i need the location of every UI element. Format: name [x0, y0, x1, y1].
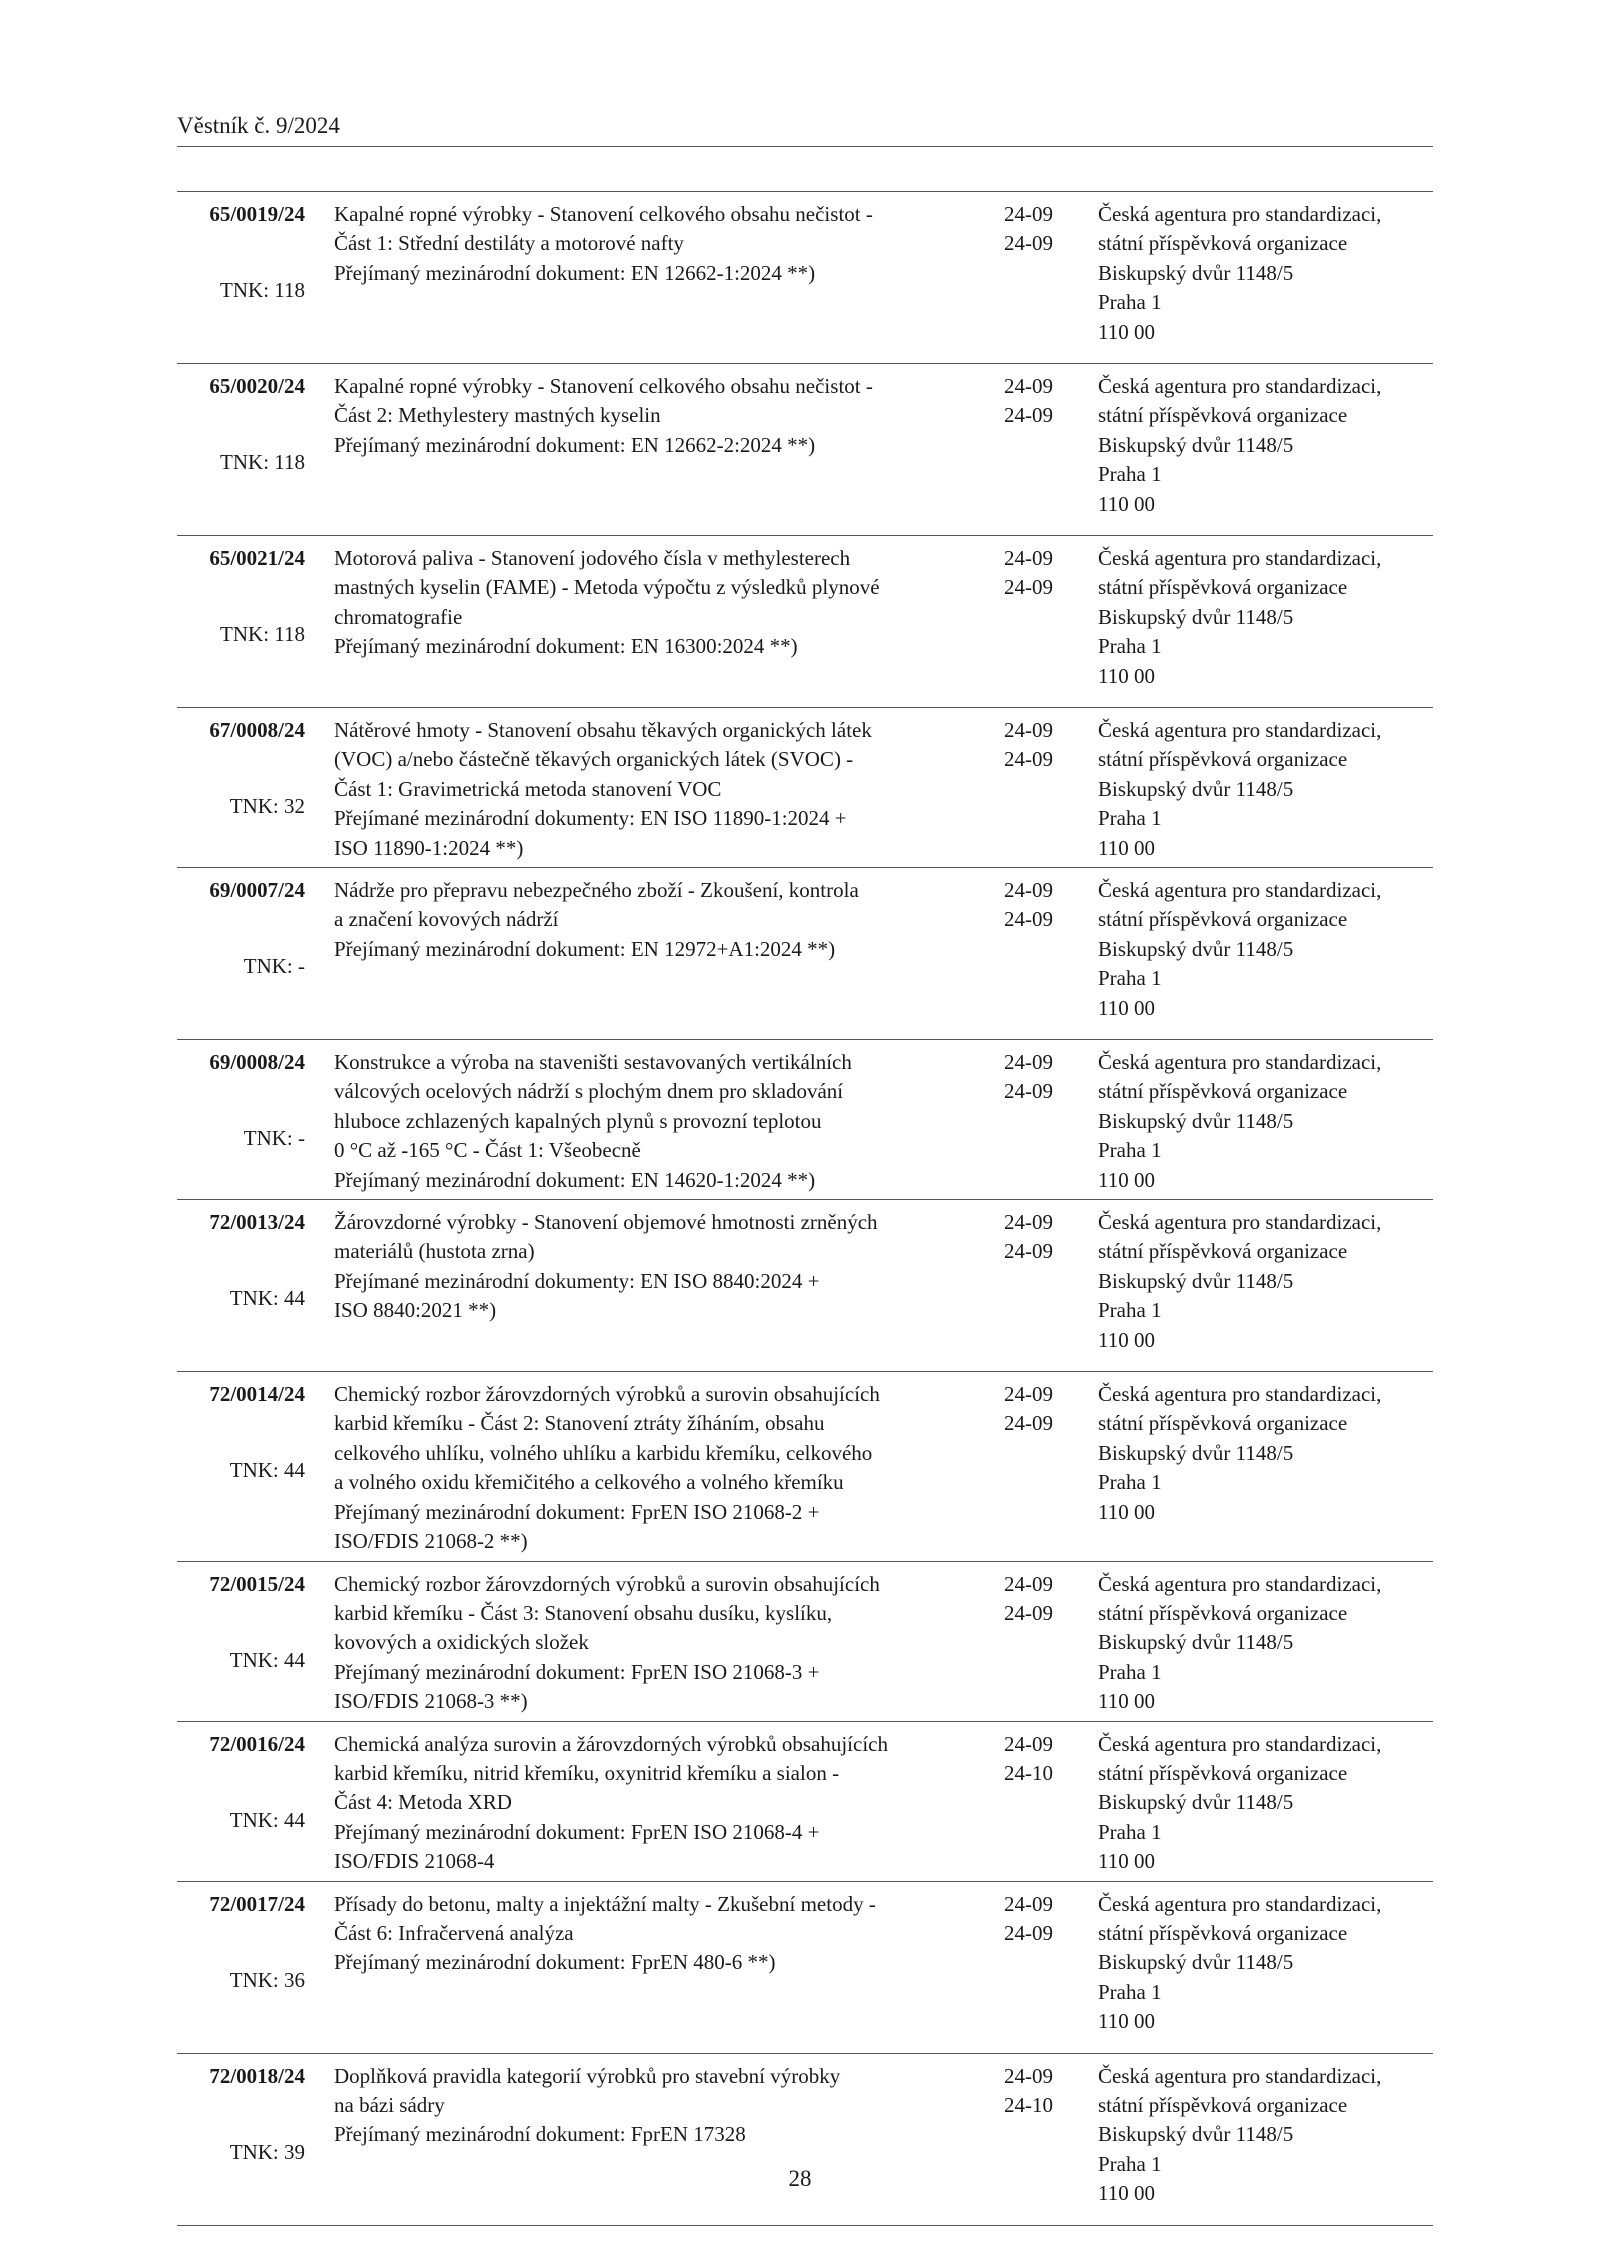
table-row — [177, 364, 1433, 536]
description-line: Část 1: Střední destiláty a motorové nafty — [334, 231, 684, 256]
tnk-label: TNK: 32 — [229, 794, 305, 819]
address-line: 110 00 — [1098, 2009, 1155, 2034]
row-identifier — [177, 200, 305, 306]
date-codes — [1004, 2062, 1079, 2121]
address-line: Česká agentura pro standardizaci, — [1098, 374, 1382, 398]
description-line: Přejímaný mezinárodní dokument: FprEN 17328 — [334, 2122, 746, 2147]
table-row — [177, 1882, 1433, 2054]
publisher-address — [1098, 372, 1433, 519]
address-line: Praha 1 — [1098, 2151, 1162, 2176]
date-code: 24-09 — [1004, 1411, 1053, 1436]
address-line: Česká agentura pro standardizaci, — [1098, 1050, 1382, 1075]
description-line: Přejímaný mezinárodní dokument: EN 14620-1:2024 **) — [334, 1167, 816, 1192]
address-line: Česká agentura pro standardizaci, — [1098, 2063, 1382, 2088]
date-code: 24-09 — [1004, 747, 1053, 772]
address-line: Biskupský dvůr 1148/5 — [1098, 776, 1294, 801]
description-line: Část 2: Methylestery mastných kyselin — [334, 403, 661, 428]
address-line: Biskupský dvůr 1148/5 — [1098, 1440, 1294, 1465]
description-line: a volného oxidu křemičitého a celkového a volného křemíku — [334, 1470, 844, 1495]
date-codes — [1004, 1730, 1079, 1789]
address-line: 110 00 — [1098, 995, 1155, 1020]
address-line: Biskupský dvůr 1148/5 — [1098, 936, 1294, 961]
address-line: státní příspěvková organizace — [1098, 403, 1348, 428]
tnk-label: TNK: 44 — [229, 1647, 305, 1672]
date-code: 24-09 — [1004, 546, 1053, 570]
table-row — [177, 868, 1433, 1040]
standard-description — [334, 1048, 989, 1195]
row-identifier — [177, 716, 305, 822]
row-identifier — [177, 1208, 305, 1314]
address-line: 110 00 — [1098, 1499, 1155, 1524]
tnk-label: TNK: 36 — [229, 1967, 305, 1992]
date-code: 24-09 — [1004, 1079, 1053, 1104]
date-code: 24-09 — [1004, 718, 1053, 742]
standard-number: 65/0020/24 — [209, 374, 305, 398]
standard-description — [334, 876, 989, 964]
address-line: Biskupský dvůr 1148/5 — [1098, 1108, 1294, 1133]
tnk-label: TNK: 39 — [229, 2139, 305, 2164]
date-code: 24-09 — [1004, 1920, 1053, 1945]
publisher-address — [1098, 1890, 1433, 2037]
address-line: Biskupský dvůr 1148/5 — [1098, 604, 1294, 629]
address-line: Praha 1 — [1098, 1979, 1162, 2004]
address-line: státní příspěvková organizace — [1098, 1079, 1348, 1104]
tnk-label: TNK: - — [243, 1126, 305, 1151]
address-line: 110 00 — [1098, 491, 1155, 516]
description-line: ISO/FDIS 21068-4 — [334, 1849, 495, 1874]
tnk-label: TNK: 118 — [220, 622, 305, 647]
table-row — [177, 2054, 1433, 2226]
description-line: Přejímané mezinárodní dokumenty: EN ISO 8840:2024 + — [334, 1268, 820, 1293]
tnk-label: TNK: 44 — [229, 1458, 305, 1483]
address-line: Praha 1 — [1098, 290, 1162, 315]
description-line: karbid křemíku, nitrid křemíku, oxynitrid křemíku a sialon - — [334, 1760, 840, 1785]
date-codes — [1004, 1570, 1079, 1629]
date-code: 24-10 — [1004, 1760, 1053, 1785]
description-line: Přísady do betonu, malty a injektážní malty - Zkušební metody - — [334, 1891, 876, 1916]
date-code: 24-09 — [1004, 907, 1053, 932]
date-codes — [1004, 1890, 1079, 1949]
row-identifier — [177, 2062, 305, 2168]
standard-number: 72/0018/24 — [209, 2063, 305, 2088]
description-line: kovových a oxidických složek — [334, 1630, 589, 1655]
description-line: Přejímaný mezinárodní dokument: FprEN ISO 21068-4 + — [334, 1819, 820, 1844]
standard-description — [334, 1380, 989, 1556]
address-line: 110 00 — [1098, 2181, 1155, 2206]
address-line: Česká agentura pro standardizaci, — [1098, 878, 1382, 903]
publisher-address — [1098, 1570, 1433, 1717]
address-line: Praha 1 — [1098, 1138, 1162, 1163]
address-line: státní příspěvková organizace — [1098, 1411, 1348, 1436]
publisher-address — [1098, 1380, 1433, 1527]
date-codes — [1004, 544, 1079, 603]
table-row — [177, 1562, 1433, 1722]
standard-description — [334, 1730, 989, 1877]
description-line: Kapalné ropné výrobky - Stanovení celkového obsahu nečistot - — [334, 374, 873, 398]
description-line: a značení kovových nádrží — [334, 907, 559, 932]
table-row — [177, 1372, 1433, 1561]
address-line: státní příspěvková organizace — [1098, 2092, 1348, 2117]
publisher-address — [1098, 1208, 1433, 1355]
address-line: 110 00 — [1098, 835, 1155, 860]
date-code: 24-09 — [1004, 1891, 1053, 1916]
description-line: hluboce zchlazených kapalných plynů s provozní teplotou — [334, 1108, 822, 1133]
standard-description — [334, 1208, 989, 1326]
address-line: Biskupský dvůr 1148/5 — [1098, 2122, 1294, 2147]
standard-description — [334, 1890, 989, 1978]
description-line: Chemická analýza surovin a žárovzdorných výrobků obsahujících — [334, 1731, 888, 1756]
description-line: Chemický rozbor žárovzdorných výrobků a surovin obsahujících — [334, 1571, 880, 1596]
address-line: Praha 1 — [1098, 806, 1162, 831]
description-line: Přejímaný mezinárodní dokument: EN 16300:2024 **) — [334, 634, 798, 659]
description-line: celkového uhlíku, volného uhlíku a karbidu křemíku, celkového — [334, 1440, 873, 1465]
row-identifier — [177, 372, 305, 478]
table-row — [177, 1722, 1433, 1882]
address-line: Biskupský dvůr 1148/5 — [1098, 1790, 1294, 1815]
address-line: 110 00 — [1098, 319, 1155, 344]
address-line: státní příspěvková organizace — [1098, 1239, 1348, 1264]
publisher-address — [1098, 1048, 1433, 1195]
standard-description — [334, 544, 989, 662]
address-line: Biskupský dvůr 1148/5 — [1098, 1950, 1294, 1975]
date-code: 24-09 — [1004, 403, 1053, 428]
address-line: Biskupský dvůr 1148/5 — [1098, 1630, 1294, 1655]
table-row — [177, 192, 1433, 364]
address-line: Česká agentura pro standardizaci, — [1098, 718, 1382, 742]
date-code: 24-09 — [1004, 1571, 1053, 1596]
description-line: Přejímaný mezinárodní dokument: FprEN ISO 21068-2 + — [334, 1499, 820, 1524]
description-line: Přejímaný mezinárodní dokument: EN 12662-2:2024 **) — [334, 432, 816, 457]
description-line: Doplňková pravidla kategorií výrobků pro stavební výrobky — [334, 2063, 841, 2088]
tnk-label: TNK: 44 — [229, 1286, 305, 1311]
address-line: 110 00 — [1098, 663, 1155, 688]
publisher-address — [1098, 716, 1433, 863]
standard-number: 72/0014/24 — [209, 1382, 305, 1407]
description-line: ISO/FDIS 21068-3 **) — [334, 1689, 528, 1714]
standard-number: 67/0008/24 — [209, 718, 305, 742]
table-row — [177, 708, 1433, 868]
address-line: Česká agentura pro standardizaci, — [1098, 1382, 1382, 1407]
description-line: 0 °C až -165 °C - Část 1: Všeobecně — [334, 1138, 641, 1163]
row-identifier — [177, 1570, 305, 1676]
row-identifier — [177, 544, 305, 650]
description-line: ISO 11890-1:2024 **) — [334, 835, 524, 860]
date-code: 24-10 — [1004, 2092, 1053, 2117]
address-line: státní příspěvková organizace — [1098, 231, 1348, 256]
date-codes — [1004, 200, 1079, 259]
address-line: 110 00 — [1098, 1327, 1155, 1352]
row-identifier — [177, 876, 305, 982]
date-code: 24-09 — [1004, 1239, 1053, 1264]
address-line: státní příspěvková organizace — [1098, 575, 1348, 600]
tnk-label: TNK: 118 — [220, 278, 305, 303]
address-line: Česká agentura pro standardizaci, — [1098, 546, 1382, 570]
address-line: státní příspěvková organizace — [1098, 747, 1348, 772]
date-code: 24-09 — [1004, 1600, 1053, 1625]
tnk-label: TNK: 44 — [229, 1807, 305, 1832]
description-line: válcových ocelových nádrží s plochým dnem pro skladování — [334, 1079, 844, 1104]
table-row — [177, 536, 1433, 708]
date-codes — [1004, 876, 1079, 935]
description-line: Část 4: Metoda XRD — [334, 1790, 512, 1815]
publisher-address — [1098, 876, 1433, 1023]
address-line: Praha 1 — [1098, 1470, 1162, 1495]
standard-number: 72/0015/24 — [209, 1571, 305, 1596]
description-line: Přejímaný mezinárodní dokument: FprEN 480-6 **) — [334, 1950, 776, 1975]
date-codes — [1004, 1208, 1079, 1267]
date-codes — [1004, 372, 1079, 431]
page-number: 28 — [788, 2166, 812, 2191]
description-line: karbid křemíku - Část 3: Stanovení obsahu dusíku, kyslíku, — [334, 1600, 833, 1625]
standard-description — [334, 200, 989, 288]
publisher-address — [1098, 200, 1433, 347]
date-codes — [1004, 716, 1079, 775]
address-line: Praha 1 — [1098, 1298, 1162, 1323]
standard-description — [334, 372, 989, 460]
row-identifier — [177, 1890, 305, 1996]
address-line: Česká agentura pro standardizaci, — [1098, 202, 1382, 226]
standards-table — [177, 191, 1433, 2226]
description-line: ISO 8840:2021 **) — [334, 1298, 497, 1323]
standard-description — [334, 1570, 989, 1717]
address-line: Česká agentura pro standardizaci, — [1098, 1891, 1382, 1916]
address-line: Česká agentura pro standardizaci, — [1098, 1571, 1382, 1596]
description-line: Žárovzdorné výrobky - Stanovení objemové hmotnosti zrněných — [334, 1210, 878, 1235]
standard-number: 72/0017/24 — [209, 1891, 305, 1916]
date-code: 24-09 — [1004, 1210, 1053, 1235]
description-line: Nádrže pro přepravu nebezpečného zboží - Zkoušení, kontrola — [334, 878, 859, 903]
address-line: Praha 1 — [1098, 966, 1162, 991]
address-line: 110 00 — [1098, 1689, 1155, 1714]
description-line: Přejímaný mezinárodní dokument: EN 12972+A1:2024 **) — [334, 936, 836, 961]
address-line: 110 00 — [1098, 1849, 1155, 1874]
address-line: 110 00 — [1098, 1167, 1155, 1192]
page-header: Věstník č. 9/2024 — [177, 112, 1433, 147]
address-line: Biskupský dvůr 1148/5 — [1098, 1268, 1294, 1293]
date-code: 24-09 — [1004, 374, 1053, 398]
row-identifier — [177, 1048, 305, 1154]
table-row — [177, 1040, 1433, 1200]
description-line: Část 6: Infračervená analýza — [334, 1920, 574, 1945]
table-row — [177, 1200, 1433, 1372]
description-line: (VOC) a/nebo částečně těkavých organických látek (SVOC) - — [334, 747, 854, 772]
address-line: Česká agentura pro standardizaci, — [1098, 1731, 1382, 1756]
standard-number: 72/0013/24 — [209, 1210, 305, 1235]
description-line: Přejímaný mezinárodní dokument: EN 12662-1:2024 **) — [334, 260, 816, 285]
description-line: chromatografie — [334, 604, 463, 629]
address-line: státní příspěvková organizace — [1098, 907, 1348, 932]
publisher-address — [1098, 1730, 1433, 1877]
standard-number: 65/0021/24 — [209, 546, 305, 570]
address-line: státní příspěvková organizace — [1098, 1920, 1348, 1945]
address-line: Praha 1 — [1098, 1819, 1162, 1844]
standard-description — [334, 2062, 989, 2150]
standard-number: 72/0016/24 — [209, 1731, 305, 1756]
row-identifier — [177, 1730, 305, 1836]
address-line: Praha 1 — [1098, 1659, 1162, 1684]
publisher-address — [1098, 544, 1433, 691]
date-code: 24-09 — [1004, 1731, 1053, 1756]
description-line: Přejímaný mezinárodní dokument: FprEN ISO 21068-3 + — [334, 1659, 820, 1684]
description-line: Konstrukce a výroba na staveništi sestavovaných vertikálních — [334, 1050, 852, 1075]
description-line: Chemický rozbor žárovzdorných výrobků a surovin obsahujících — [334, 1382, 880, 1407]
date-code: 24-09 — [1004, 1382, 1053, 1407]
address-line: Biskupský dvůr 1148/5 — [1098, 260, 1294, 285]
address-line: státní příspěvková organizace — [1098, 1600, 1348, 1625]
date-code: 24-09 — [1004, 575, 1053, 600]
description-line: Kapalné ropné výrobky - Stanovení celkového obsahu nečistot - — [334, 202, 873, 226]
tnk-label: TNK: - — [243, 954, 305, 979]
description-line: Část 1: Gravimetrická metoda stanovení VOC — [334, 776, 722, 801]
standard-description — [334, 716, 989, 863]
address-line: Praha 1 — [1098, 634, 1162, 659]
address-line: Biskupský dvůr 1148/5 — [1098, 432, 1294, 457]
tnk-label: TNK: 118 — [220, 450, 305, 475]
description-line: na bázi sádry — [334, 2092, 445, 2117]
date-code: 24-09 — [1004, 2063, 1053, 2088]
standard-number: 69/0007/24 — [209, 878, 305, 903]
date-code: 24-09 — [1004, 878, 1053, 903]
address-line: Praha 1 — [1098, 462, 1162, 487]
description-line: karbid křemíku - Část 2: Stanovení ztráty žíháním, obsahu — [334, 1411, 825, 1436]
standard-number: 69/0008/24 — [209, 1050, 305, 1075]
date-code: 24-09 — [1004, 1050, 1053, 1075]
date-codes — [1004, 1048, 1079, 1107]
description-line: materiálů (hustota zrna) — [334, 1239, 535, 1264]
address-line: státní příspěvková organizace — [1098, 1760, 1348, 1785]
description-line: Nátěrové hmoty - Stanovení obsahu těkavých organických látek — [334, 718, 872, 742]
description-line: Motorová paliva - Stanovení jodového čísla v methylesterech — [334, 546, 851, 570]
date-code: 24-09 — [1004, 202, 1053, 226]
description-line: mastných kyselin (FAME) - Metoda výpočtu z výsledků plynové — [334, 575, 880, 600]
row-identifier — [177, 1380, 305, 1486]
standard-number: 65/0019/24 — [209, 202, 305, 226]
date-code: 24-09 — [1004, 231, 1053, 256]
date-codes — [1004, 1380, 1079, 1439]
description-line: ISO/FDIS 21068-2 **) — [334, 1529, 528, 1554]
description-line: Přejímané mezinárodní dokumenty: EN ISO 11890-1:2024 + — [334, 806, 847, 831]
address-line: Česká agentura pro standardizaci, — [1098, 1210, 1382, 1235]
